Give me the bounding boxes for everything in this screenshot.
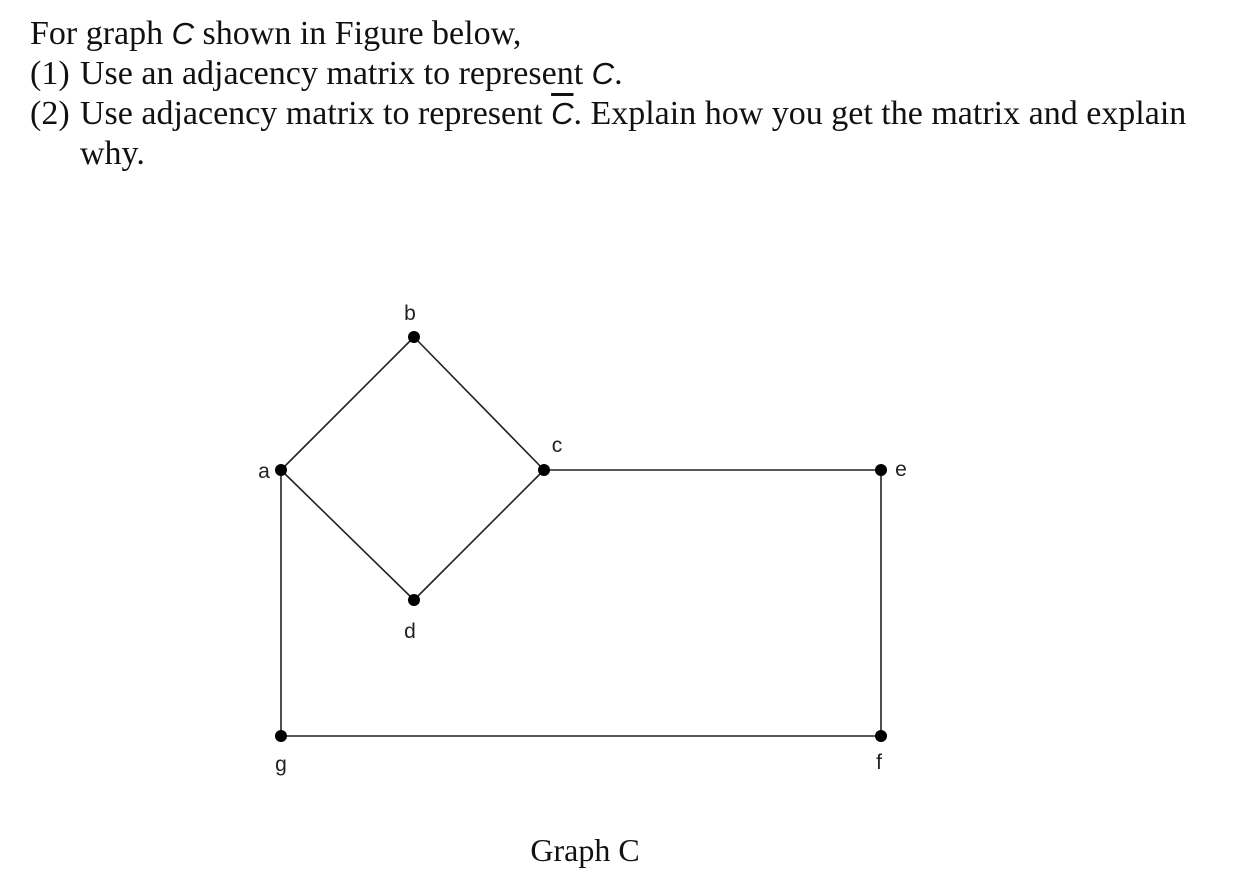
node-a [275, 464, 287, 476]
node-label-e: e [895, 458, 907, 481]
node-label-g: g [275, 753, 287, 776]
node-label-c: c [551, 434, 563, 457]
graph-caption: Graph C [530, 832, 640, 868]
node-label-d: d [404, 620, 416, 643]
edge-d-c [414, 470, 544, 600]
question-intro: For graph C shown in Figure below, [30, 15, 522, 52]
edge-a-d [281, 470, 414, 600]
node-b [408, 331, 420, 343]
node-c [538, 464, 550, 476]
complement-variable: $\overline{C}$ [551, 96, 574, 131]
question-item-2: (2) Use adjacency matrix to represent $\overline{C}$. Explain how you get the matrix and explain why. [30, 95, 1187, 172]
question-item-1: (1) Use an adjacency matrix to represent C. [30, 55, 623, 92]
node-e [875, 464, 887, 476]
edge-b-c [414, 337, 544, 470]
node-label-a: a [258, 460, 270, 483]
node-g [275, 730, 287, 742]
node-d [408, 594, 420, 606]
node-label-f: f [876, 751, 882, 774]
edge-a-b [281, 337, 414, 470]
graph-variable: C [171, 16, 195, 51]
node-label-b: b [404, 302, 416, 325]
node-f [875, 730, 887, 742]
